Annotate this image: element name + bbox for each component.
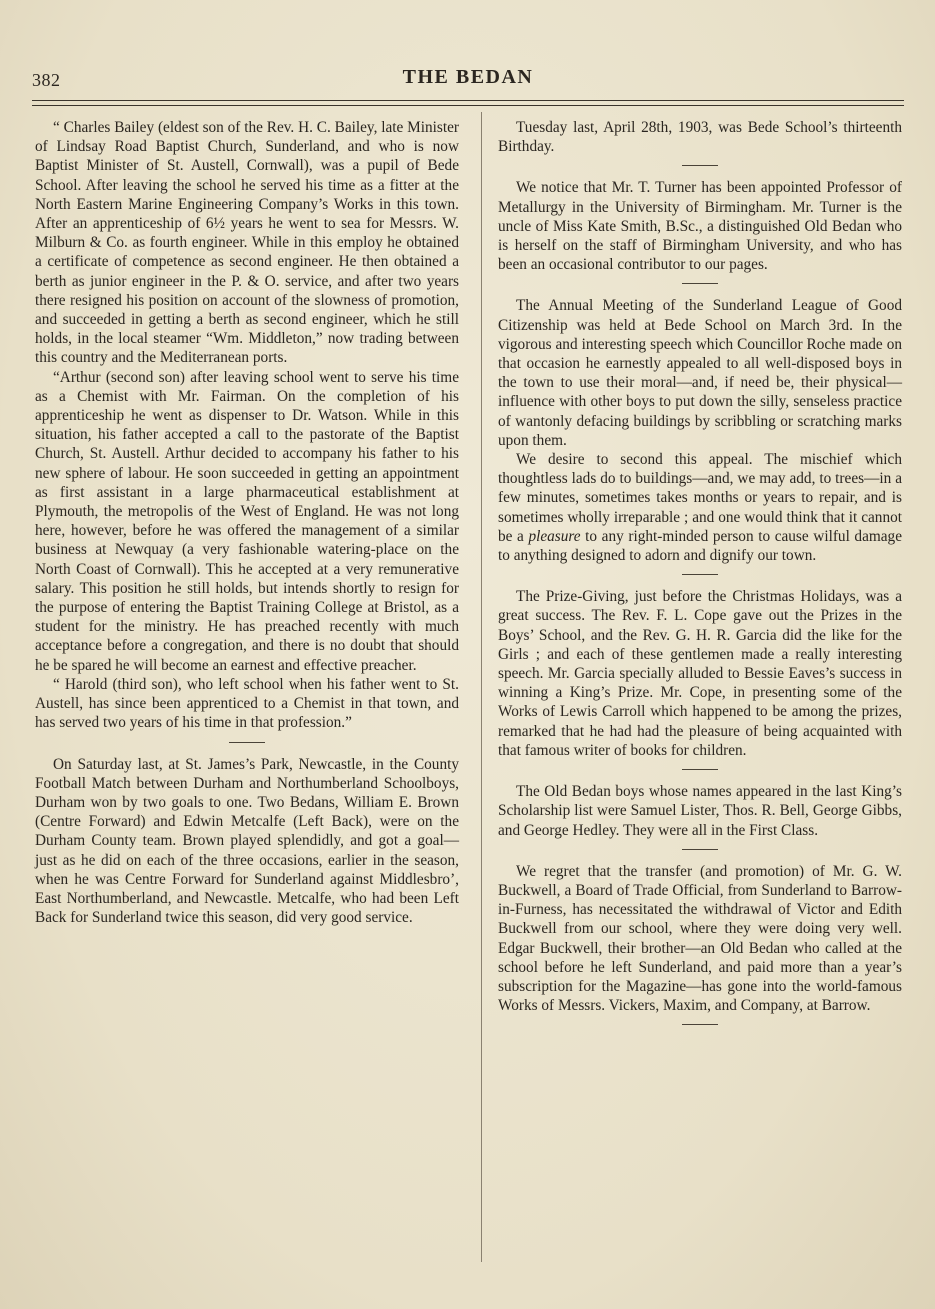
paragraph-harold: “ Harold (third son), who left school when his father went to St. Austell, has since been apprenticed to a Chemist in that town, and has served two years of his time in that profession.”: [35, 675, 459, 732]
section-separator: [682, 574, 718, 575]
header-rule-bottom: [32, 105, 904, 106]
right-column: [498, 118, 902, 1037]
page-number: 382: [32, 70, 61, 90]
section-separator: [682, 1024, 718, 1025]
header-rule-top: [32, 100, 904, 101]
section-separator: [682, 283, 718, 284]
appeal-emphasis: pleasure: [528, 527, 581, 545]
paragraph-scholarship: The Old Bedan boys whose names appeared in the last King’s Scholarship list were Samuel Lister, Thos. R. Bell, George Gibbs, and George Hedley. They were all in the First Class.: [498, 783, 902, 839]
paragraph-appeal: [498, 450, 902, 565]
paragraph-football-match: On Saturday last, at St. James’s Park, Newcastle, in the County Football Match between Durham and Northumberland Schoolboys, Durham won by two goals to one. Two Bedans, William E. Brown (Centre Forward) and Edwin Metcalfe (Left Back), were on the Durham County team. Brown played splendidly, and got a goal—just as he did on each of the three occasions, earlier in the season, when he was Centre Forward for Sunderland against Middlesbro’, East Northumberland, and Newcastle. Metcalfe, who had been Left Back for Sunderland twice this season, did very good service.: [35, 755, 459, 927]
paragraph-prize-giving: The Prize-Giving, just before the Christmas Holidays, was a great success. The Rev. F. L. Cope gave out the Prizes in the Boys’ School, and the Rev. G. H. R. Garcia did the like for the Girls ; and each of these gentlemen made a really interesting speech. Mr. Garcia specially alluded to Bessie Eaves’s success in winning a King’s Prize. Mr. Cope, in presenting some of the Works of Lewis Carroll which happened to be among the prizes, remarked that he had had the pleasure of being acquainted with that famous writer of books for children.: [498, 588, 902, 759]
column-divider: [481, 112, 482, 1262]
section-separator: [682, 849, 718, 850]
appeal-text-end: to any right-minded person to cause wilful damage to anything designed to adorn and dignify our town.: [498, 527, 902, 565]
paragraph-league-meeting: The Annual Meeting of the Sunderland League of Good Citizenship was held at Bede School on March 3rd. In the vigorous and interesting speech which Councillor Roche made on that occasion he earnestly appealed to all well-disposed boys in the town to use their moral—and, if need be, their physical—influence with other boys to put down the silly, senseless practice of wantonly defacing buildings by scribbling or scratching marks upon them.: [498, 297, 902, 449]
paragraph-birthday: Tuesday last, April 28th, 1903, was Bede School’s thirteenth Birthday.: [498, 119, 902, 156]
paragraph-turner: We notice that Mr. T. Turner has been appointed Professor of Metallurgy in the University of Birmingham. Mr. Turner is the uncle of Miss Kate Smith, B.Sc., a distinguished Old Bedan who is herself on the staff of Birmingham University, and who has been an occasional contributor to our pages.: [498, 179, 902, 274]
section-separator: [682, 769, 718, 770]
page-header: [32, 62, 904, 92]
section-separator: [682, 165, 718, 166]
paragraph-charles-bailey: “ Charles Bailey (eldest son of the Rev. H. C. Bailey, late Minister of Lindsay Road Baptist Church, Sunderland, and who is now Baptist Minister of St. Austell, Cornwall), was a pupil of Bede School. After leaving the school he served his time as a fitter at the North Eastern Marine Engineering Company’s Works in this town. After an apprenticeship of 6½ years he went to sea for Messrs. W. Milburn & Co. as fourth engineer. While in this employ he obtained a certificate of competence as second engineer. He then obtained a berth as junior engineer in the P. & O. service, and after two years there resigned his position on account of the slowness of promotion, and succeeded in getting a berth as second engineer, which he still holds, in the local steamer “Wm. Middleton,” now trading between this country and the Mediterranean ports.: [35, 119, 459, 367]
paragraph-arthur: “Arthur (second son) after leaving school went to serve his time as a Chemist with Mr. Fairman. On the completion of his apprenticeship he went as dispenser to Dr. Watson. While in this situation, his father accepted a call to the pastorate of the Baptist Church, St. Austell. Arthur decided to accompany his father to his new sphere of labour. He soon succeeded in getting an appointment as first assistant in a large pharmaceutical establishment at Plymouth, the metropolis of the West of England. He was not long here, however, before he was offered the management of a similar business at Newquay (a very fashionable watering-place on the North Coast of Cornwall). This he accepted at a very remunerative salary. This position he still holds, but intends shortly to resign for the purpose of entering the Baptist Training College at Bristol, as a student for the ministry. He has preached recently with much acceptance before a congregation, and there is no doubt that should he be spared he will become an earnest and effective preacher.: [35, 368, 459, 674]
section-separator: [229, 742, 265, 743]
running-title: THE BEDAN: [402, 66, 534, 88]
appeal-text-start: We desire to second this appeal. The mischief which thoughtless lads do to buildings—and, we may add, to trees—in a few minutes, sometimes takes months or years to repair, and is sometimes wholly irreparable ; and one would think that it cannot be a: [498, 451, 902, 545]
paragraph-buckwell: We regret that the transfer (and promotion) of Mr. G. W. Buckwell, a Board of Trade Official, from Sunderland to Barrow-in-Furness, has necessitated the withdrawal of Victor and Edith Buckwell from our school, where they were doing very well. Edgar Buckwell, their brother—an Old Bedan who called at the school before he left Sunderland, and paid more than a year’s subscription for the Magazine—has gone into the world-famous Works of Messrs. Vickers, Maxim, and Company, at Barrow.: [498, 862, 902, 1015]
left-column: [35, 118, 459, 927]
